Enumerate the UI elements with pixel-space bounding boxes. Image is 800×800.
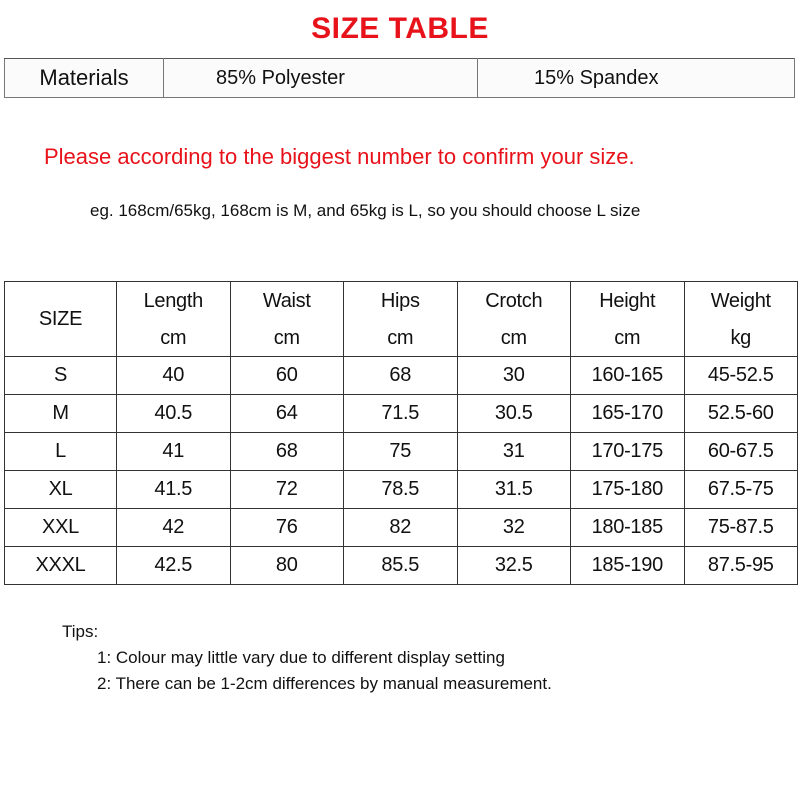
cell-length: 40 (117, 357, 231, 395)
cell-hips: 82 (344, 509, 458, 547)
materials-row (5, 59, 795, 98)
cell-crotch: 31 (457, 433, 571, 471)
cell-crotch: 31.5 (457, 471, 571, 509)
cell-size: XXL (5, 509, 117, 547)
cell-weight: 87.5-95 (684, 547, 798, 585)
cell-hips: 68 (344, 357, 458, 395)
header-height-label: Height (599, 290, 656, 312)
cell-crotch: 32.5 (457, 547, 571, 585)
header-weight (684, 282, 798, 357)
cell-height: 175-180 (571, 471, 685, 509)
cell-hips: 78.5 (344, 471, 458, 509)
header-height (571, 282, 685, 357)
materials-label: Materials (5, 59, 164, 98)
cell-height: 185-190 (571, 547, 685, 585)
cell-weight: 67.5-75 (684, 471, 798, 509)
header-hips-unit: cm (387, 327, 414, 349)
tips-section (62, 619, 552, 697)
header-waist (230, 282, 344, 357)
cell-length: 41 (117, 433, 231, 471)
cell-waist: 72 (230, 471, 344, 509)
cell-hips: 75 (344, 433, 458, 471)
header-weight-unit: kg (730, 327, 752, 349)
header-crotch-label: Crotch (485, 290, 543, 312)
cell-crotch: 30.5 (457, 395, 571, 433)
materials-value-polyester: 85% Polyester (164, 59, 478, 98)
header-hips-label: Hips (380, 290, 420, 312)
cell-hips: 85.5 (344, 547, 458, 585)
tips-heading: Tips: (62, 622, 99, 641)
table-row (5, 395, 798, 433)
header-waist-label: Waist (262, 290, 311, 312)
size-chart-header-row (5, 282, 798, 357)
cell-crotch: 30 (457, 357, 571, 395)
header-crotch (457, 282, 571, 357)
cell-waist: 80 (230, 547, 344, 585)
cell-length: 42 (117, 509, 231, 547)
size-example: eg. 168cm/65kg, 168cm is M, and 65kg is L, so you should choose L size (90, 201, 641, 220)
cell-weight: 75-87.5 (684, 509, 798, 547)
size-chart-table (4, 281, 798, 585)
cell-waist: 64 (230, 395, 344, 433)
cell-length: 40.5 (117, 395, 231, 433)
cell-height: 160-165 (571, 357, 685, 395)
cell-waist: 76 (230, 509, 344, 547)
header-length-label: Length (143, 290, 203, 312)
header-weight-label: Weight (710, 290, 771, 312)
materials-value-spandex: 15% Spandex (478, 59, 795, 98)
table-row (5, 547, 798, 585)
cell-size: M (5, 395, 117, 433)
size-notice: Please according to the biggest number to confirm your size. (44, 144, 635, 169)
cell-size: L (5, 433, 117, 471)
cell-height: 180-185 (571, 509, 685, 547)
cell-weight: 45-52.5 (684, 357, 798, 395)
cell-length: 41.5 (117, 471, 231, 509)
cell-weight: 60-67.5 (684, 433, 798, 471)
table-row (5, 433, 798, 471)
cell-height: 170-175 (571, 433, 685, 471)
header-size-label: SIZE (38, 307, 83, 330)
cell-hips: 71.5 (344, 395, 458, 433)
header-hips (344, 282, 458, 357)
header-length (117, 282, 231, 357)
header-length-unit: cm (160, 327, 187, 349)
cell-size: XXXL (5, 547, 117, 585)
table-row (5, 509, 798, 547)
tip-item-measurement: 2: There can be 1-2cm differences by manual measurement. (97, 674, 552, 693)
cell-weight: 52.5-60 (684, 395, 798, 433)
materials-table (4, 58, 795, 98)
cell-crotch: 32 (457, 509, 571, 547)
header-waist-unit: cm (273, 327, 300, 349)
header-size (5, 282, 117, 357)
cell-height: 165-170 (571, 395, 685, 433)
page-title: SIZE TABLE (311, 12, 489, 45)
cell-size: XL (5, 471, 117, 509)
header-height-unit: cm (614, 327, 641, 349)
cell-size: S (5, 357, 117, 395)
cell-length: 42.5 (117, 547, 231, 585)
cell-waist: 68 (230, 433, 344, 471)
header-crotch-unit: cm (500, 327, 527, 349)
table-row (5, 471, 798, 509)
table-row (5, 357, 798, 395)
tip-item-colour: 1: Colour may little vary due to different display setting (97, 648, 505, 667)
cell-waist: 60 (230, 357, 344, 395)
